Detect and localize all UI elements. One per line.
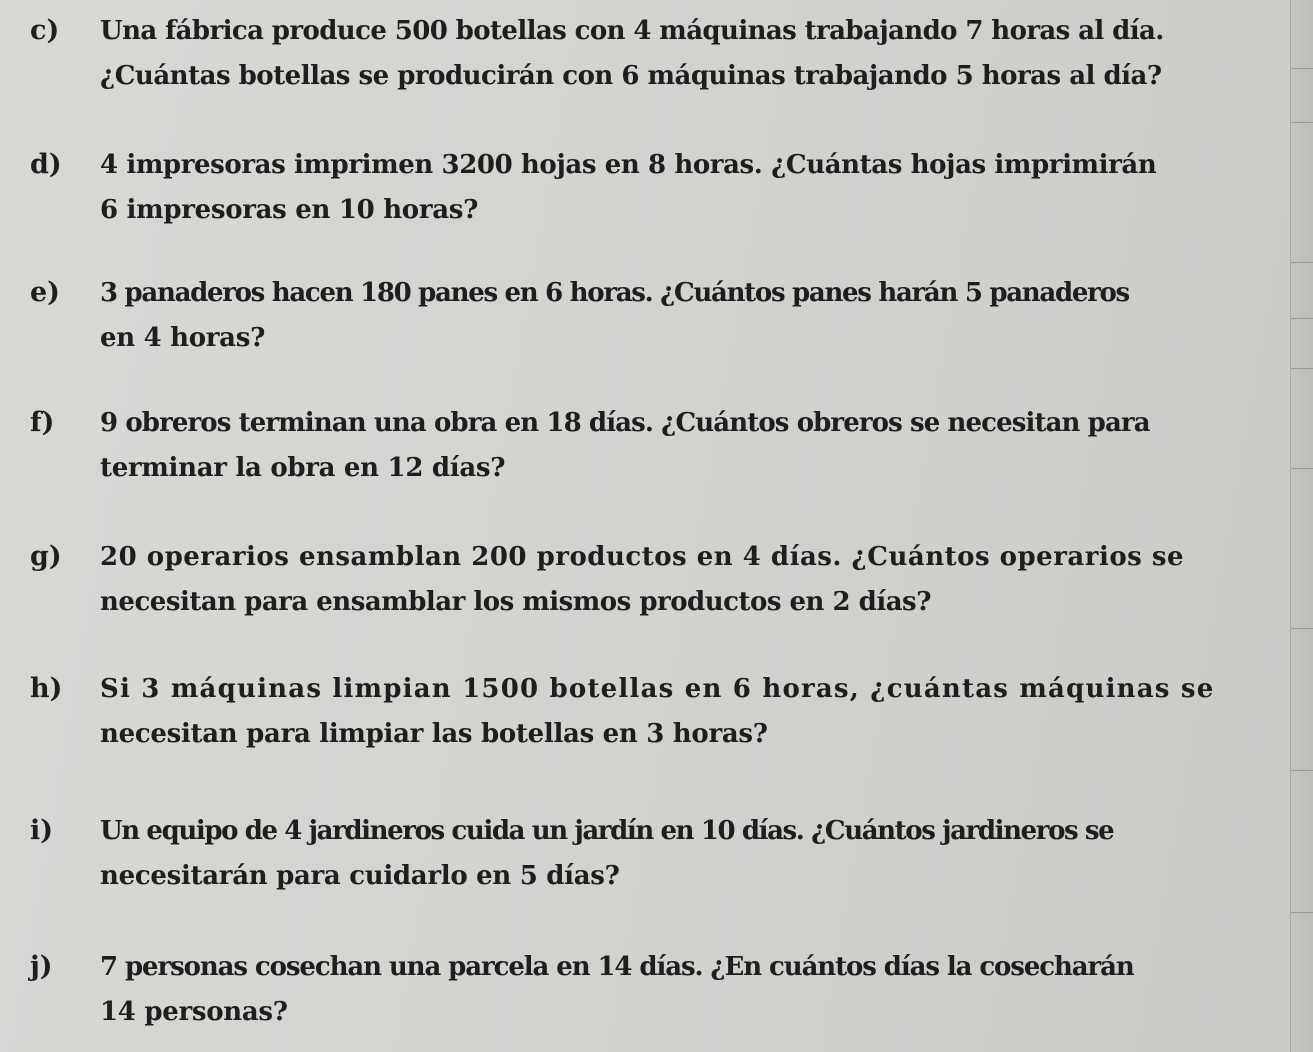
paper-margin-edge [1290,0,1313,1052]
problem-text-line-2: ¿Cuántas botellas se producirán con 6 máquinas trabajando 5 horas al día? [100,61,1162,91]
problem-text-line-2: terminar la obra en 12 días? [100,453,506,483]
problem-letter: e) [30,277,60,308]
problem-letter: d) [30,149,62,180]
problem-text-line-1: 7 personas cosechan una parcela en 14 días. ¿En cuántos días la cosecharán [100,952,1134,982]
edge-line [1291,318,1313,319]
problem-text-line-1: 9 obreros terminan una obra en 18 días. ¿Cuántos obreros se necesitan para [100,408,1150,438]
problem-text-line-1: Un equipo de 4 jardineros cuida un jardín en 10 días. ¿Cuántos jardineros se [100,816,1114,846]
problem-text-line-1: 20 operarios ensamblan 200 productos en 4 días. ¿Cuántos operarios se [100,542,1185,572]
problem-letter: h) [30,673,63,704]
problem-text-line-1: Si 3 máquinas limpian 1500 botellas en 6 horas, ¿cuántas máquinas se [100,674,1215,704]
problem-text-line-2: necesitan para ensamblar los mismos productos en 2 días? [100,587,931,617]
problem-text-line-1: 4 impresoras imprimen 3200 hojas en 8 horas. ¿Cuántas hojas imprimirán [100,150,1157,180]
problem-text-line-1: 3 panaderos hacen 180 panes en 6 horas. ¿Cuántos panes harán 5 panaderos [100,278,1129,308]
edge-line [1291,468,1313,469]
problem-text-line-2: en 4 horas? [100,323,266,353]
edge-line [1291,68,1313,69]
edge-line [1291,912,1313,913]
problem-text-line-1: Una fábrica produce 500 botellas con 4 máquinas trabajando 7 horas al día. [100,16,1164,46]
problem-text-line-2: 14 personas? [100,997,288,1027]
problem-text-line-2: necesitan para limpiar las botellas en 3 horas? [100,719,768,749]
problem-letter: j) [30,951,53,982]
edge-line [1291,122,1313,123]
problem-letter: c) [30,15,60,46]
edge-line [1291,262,1313,263]
problem-text-line-2: 6 impresoras en 10 horas? [100,195,479,225]
problem-text-line-2: necesitarán para cuidarlo en 5 días? [100,861,620,891]
problem-letter: i) [30,815,54,846]
edge-line [1291,368,1313,369]
edge-line [1291,628,1313,629]
edge-line [1291,770,1313,771]
problem-letter: f) [30,407,55,438]
problem-letter: g) [30,541,62,572]
